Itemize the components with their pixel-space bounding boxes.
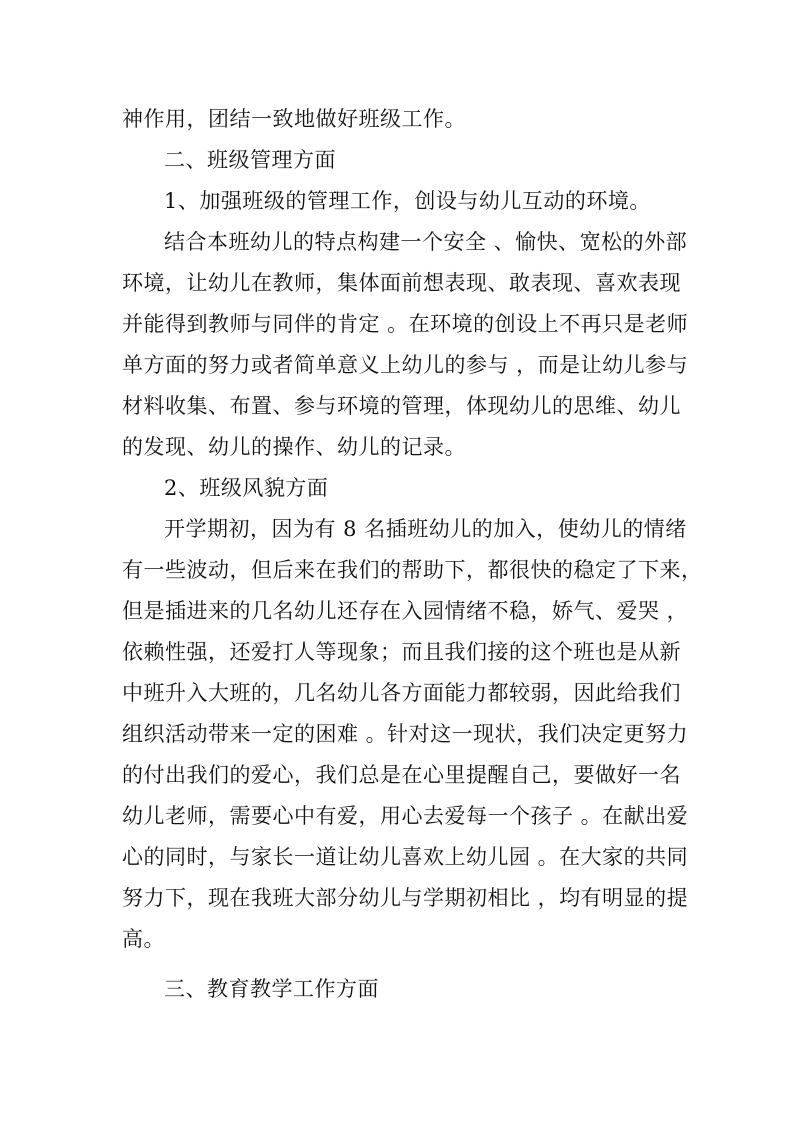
paragraph-line: 神作用，团结一致地做好班级工作。 — [122, 107, 466, 131]
paragraph-line: 组织活动带来一定的困难 。针对这一现状，我们决定更努力 — [122, 722, 689, 746]
paragraph-line: 有一些波动，但后来在我们的帮助下，都很快的稳定了下来， — [122, 558, 703, 582]
paragraph-line: 材料收集、布置、参与环境的管理，体现幼儿的思维、幼儿 — [122, 394, 681, 418]
subsection-heading: 1、加强班级的管理工作，创设与幼儿互动的环境。 — [164, 189, 651, 213]
subsection-heading: 2、班级风貌方面 — [164, 476, 329, 500]
paragraph-line: 心的同时，与家长一道让幼儿喜欢上幼儿园 。在大家的共同 — [122, 845, 689, 869]
paragraph-line: 但是插进来的几名幼儿还存在入园情绪不稳，娇气、爱哭 ， — [122, 599, 689, 623]
paragraph-line: 高。 — [122, 927, 165, 951]
paragraph-line: 开学期初，因为有 8 名插班幼儿的加入，使幼儿的情绪 — [164, 517, 687, 541]
paragraph-line: 依赖性强，还爱打人等现象；而且我们接的这个班也是从新 — [122, 640, 681, 664]
paragraph-line: 环境，让幼儿在教师，集体面前想表现、敢表现、喜欢表现 — [122, 271, 681, 295]
paragraph-line: 单方面的努力或者简单意义上幼儿的参与 ，而是让幼儿参与 — [122, 353, 689, 377]
paragraph-line: 努力下，现在我班大部分幼儿与学期初相比 ，均有明显的提 — [122, 886, 689, 910]
paragraph-line: 的发现、幼儿的操作、幼儿的记录。 — [122, 435, 466, 459]
section-heading: 二、班级管理方面 — [164, 148, 336, 172]
paragraph-line: 结合本班幼儿的特点构建一个安全 、愉快、宽松的外部 — [164, 230, 688, 254]
paragraph-line: 的付出我们的爱心，我们总是在心里提醒自己，要做好一名 — [122, 763, 681, 787]
paragraph-line: 并能得到教师与同伴的肯定 。在环境的创设上不再只是老师 — [122, 312, 689, 336]
paragraph-line: 幼儿老师，需要心中有爱，用心去爱每一个孩子 。在献出爱 — [122, 804, 689, 828]
paragraph-line: 中班升入大班的，几名幼儿各方面能力都较弱，因此给我们 — [122, 681, 681, 705]
section-heading: 三、教育教学工作方面 — [164, 977, 379, 1001]
